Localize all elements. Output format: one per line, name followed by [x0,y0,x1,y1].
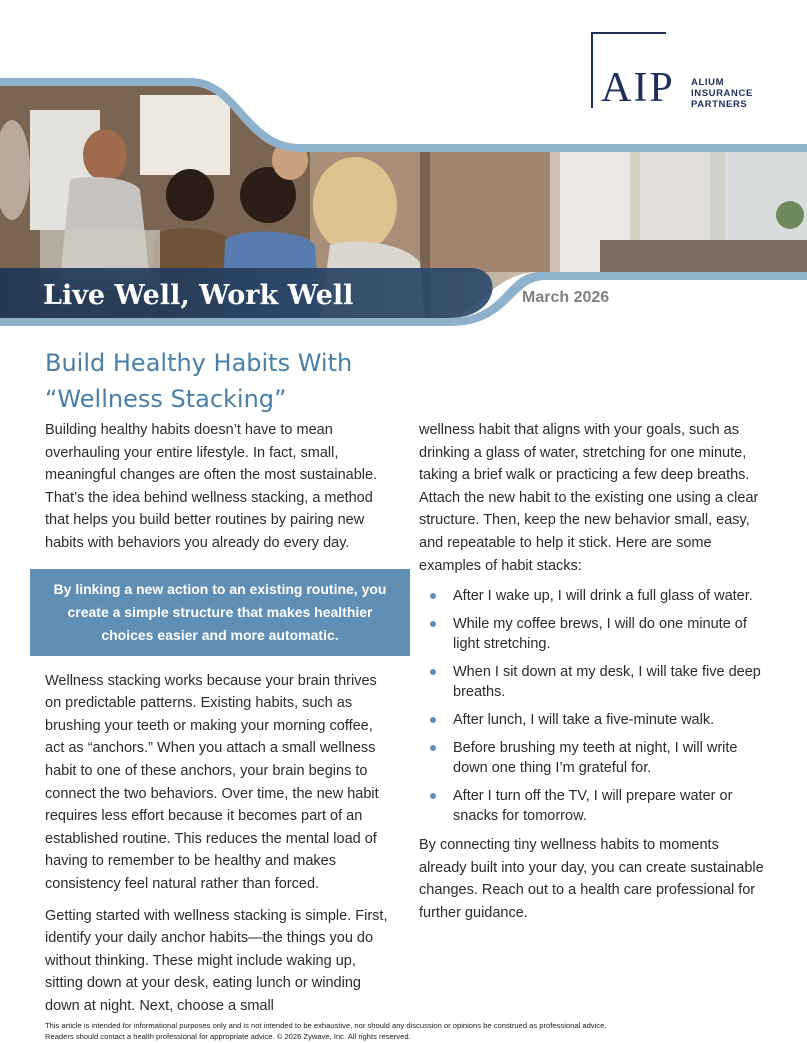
paragraph: By connecting tiny wellness habits to moments already built into your day, you can create sustainable changes. Reach out to a health care professional for further guidance. [419,837,764,921]
bullet-icon [430,717,436,723]
disclaimer-line: This article is intended for informational purposes only and is not intended to be exhaustive, nor should any discussion or opinions be construed as professional advice. [45,1021,607,1030]
list-item [419,662,769,702]
left-column [45,419,395,1026]
right-column [419,419,769,934]
pull-quote: By linking a new action to an existing routine, you create a simple structure that makes healthier choices easier and more automatic. [30,569,410,656]
list-item [419,710,769,730]
list-item [419,786,769,826]
list-item-text: Before brushing my teeth at night, I will write down one thing I’m grateful for. [453,740,738,777]
paragraph: wellness habit that aligns with your goals, such as drinking a glass of water, stretching for one minute, taking a brief walk or practicing a few deep breaths. Attach the new habit to the existing one using a clear structure. Then, keep the new behavior small, easy, and repeatable to help it stick. Here are some examples of habit stacks: [419,422,759,574]
paragraph: Building healthy habits doesn’t have to mean overhauling your entire lifestyle. In fact, small, meaningful changes are often the most sustainable. That’s the idea behind wellness stacking, a method that helps you build better routines by pairing new habits with behaviors you already do every day. [45,422,378,551]
company-logo [591,32,771,114]
bullet-icon [430,793,436,799]
list-item-text: After I turn off the TV, I will prepare water or snacks for tomorrow. [453,788,733,825]
list-item-text: After lunch, I will take a five-minute walk. [453,712,715,729]
bullet-icon [430,593,436,599]
habit-stack-list [419,586,769,826]
list-item-text: When I sit down at my desk, I will take five deep breaths. [453,664,761,701]
disclaimer [45,1020,765,1042]
newsletter-title: Live Well, Work Well [43,280,354,311]
disclaimer-line: Readers should contact a health professional for appropriate advice. © 2026 Zywave, Inc. All rights reserved. [45,1032,411,1041]
list-item-text: After I wake up, I will drink a full glass of water. [453,588,753,605]
bullet-icon [430,669,436,675]
bullet-icon [430,621,436,627]
logo-mark: AIP [601,65,675,111]
paragraph: Getting started with wellness stacking is simple. First, identify your daily anchor habits—the things you do without thinking. These might include waking up, sitting down at your desk, eating lunch or winding down at night. Next, choose a small [45,907,388,1014]
bullet-icon [430,745,436,751]
logo-word: PARTNERS [691,99,748,110]
logo-word: INSURANCE [691,88,753,99]
logo-word: ALIUM [691,77,725,88]
list-item [419,614,769,654]
article-title: Build Healthy Habits With “Wellness Stacking” [45,349,353,413]
list-item [419,586,769,606]
issue-date: March 2026 [522,289,610,306]
logo-wordmark [691,77,753,110]
list-item [419,738,769,778]
list-item-text: While my coffee brews, I will do one minute of light stretching. [453,616,747,653]
paragraph: Wellness stacking works because your brain thrives on predictable patterns. Existing habits, such as brushing your teeth or making your morning coffee, act as “anchors.” When you attach a small wellness habit to one of these anchors, your brain begins to connect the two behaviors. Over time, the new habit requires less effort because it becomes part of an established routine. This reduces the mental load of having to remember to be healthy and makes consistency feel natural rather than forced. [45,672,379,892]
